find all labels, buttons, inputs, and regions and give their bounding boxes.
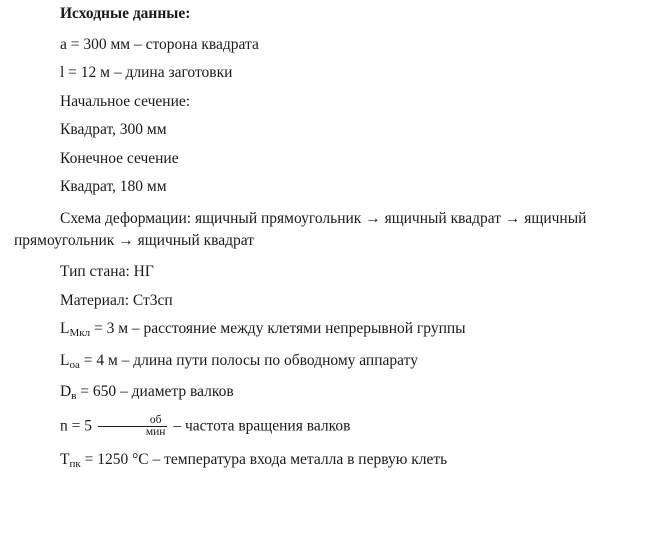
fraction-rpm	[98, 415, 168, 439]
section-heading: Исходные данные:	[60, 5, 191, 22]
text-line-final-section-label: Конечное сечение	[60, 149, 179, 167]
text-line-material: Материал: Ст3сп	[60, 291, 173, 309]
formula-text: = 3 м – расстояние между клетями непрерывной группы	[90, 320, 466, 338]
formula-symbol: T	[60, 451, 70, 469]
fraction-numerator: об	[149, 413, 162, 426]
text-line-initial-section-value: Квадрат, 300 мм	[60, 121, 167, 138]
text-line-deformation-scheme: Схема деформации: ящичный прямоугольник → ящичный квадрат → ящичный прямоугольник → ящичный квадрат	[14, 209, 587, 249]
text-line-side-of-square: a = 300 мм – сторона квадрата	[60, 35, 259, 53]
formula-subscript: в	[71, 389, 77, 402]
formula-text: = 4 м – длина пути полосы по обводному аппарату	[79, 351, 418, 369]
formula-entry-temperature	[14, 452, 652, 470]
text-line-final-section-value: Квадрат, 180 мм	[60, 178, 167, 195]
fraction-denominator: мин	[145, 426, 166, 439]
formula-subscript: Mкл	[69, 327, 91, 340]
formula-text: = 1250 °C – температура входа металла в первую клеть	[80, 451, 448, 469]
text-line-mill-type: Тип стана: НГ	[60, 263, 154, 281]
formula-symbol: L	[60, 320, 70, 338]
formula-loop-path-length	[14, 353, 652, 371]
formula-roll-speed	[14, 415, 652, 439]
formula-stand-distance	[14, 321, 652, 339]
formula-subscript: пк	[69, 458, 81, 471]
formula-roll-diameter	[14, 384, 652, 402]
formula-prefix: n = 5	[60, 417, 96, 435]
text-line-billet-length: l = 12 м – длина заготовки	[60, 64, 233, 81]
formula-text: – частота вращения валков	[169, 417, 351, 435]
formula-symbol: L	[60, 351, 70, 369]
formula-subscript: оа	[69, 358, 80, 371]
formula-symbol: D	[60, 382, 72, 400]
text-line-initial-section-label: Начальное сечение:	[60, 92, 191, 110]
formula-text: = 650 – диаметр валков	[76, 382, 234, 400]
